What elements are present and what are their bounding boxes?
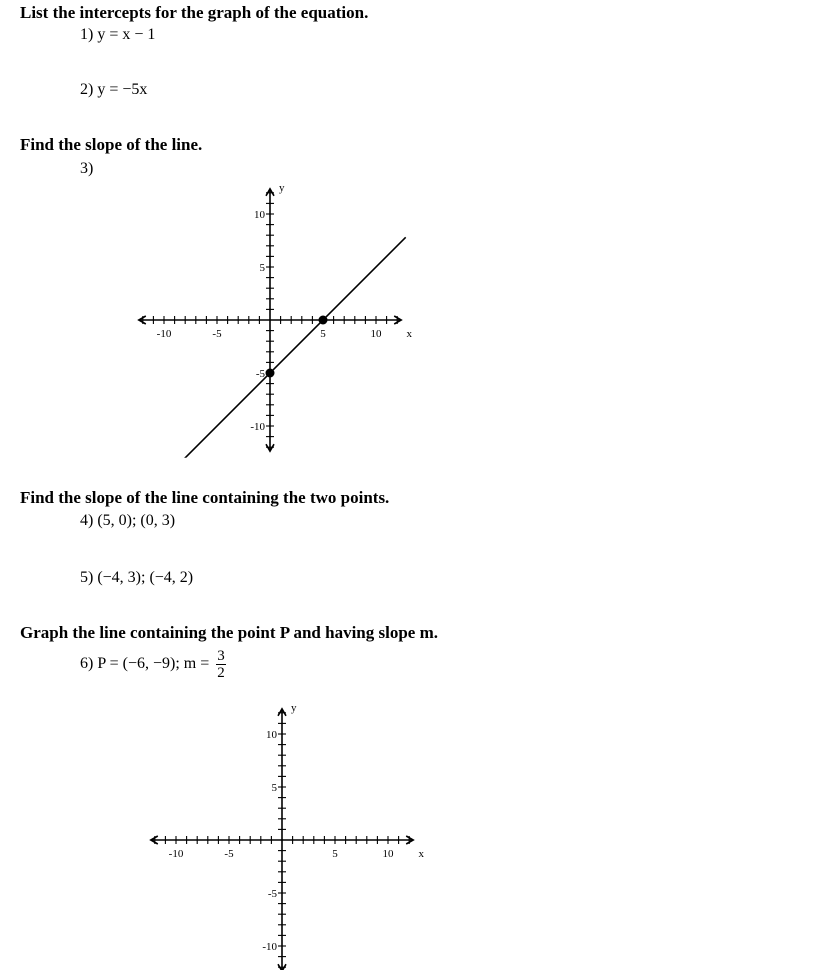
x-tick-label: 5 (320, 328, 326, 340)
problem-expression: (5, 0); (0, 3) (97, 512, 176, 529)
slope-numerator: 3 (217, 648, 225, 664)
problem-number: 2) (80, 81, 94, 98)
x-tick-label: -5 (212, 328, 222, 340)
section-heading-slope: Find the slope of the line. (20, 135, 203, 154)
y-tick-label: 5 (271, 782, 277, 794)
section-heading-two-points: Find the slope of the line containing the two points. (20, 488, 390, 507)
problem-expression: P = (−6, −9); m = (97, 655, 210, 673)
x-tick-label: -10 (156, 328, 172, 340)
x-axis-label: x (418, 848, 424, 860)
problem-expression: y = −5x (97, 81, 148, 98)
x-tick-label: 10 (382, 848, 394, 860)
problem-number: 1) (80, 26, 94, 43)
problem-number: 4) (80, 512, 94, 529)
section-heading-intercepts: List the intercepts for the graph of the equation. (20, 3, 369, 22)
slope-denominator: 2 (217, 665, 225, 681)
y-tick-label: -10 (250, 421, 265, 433)
y-tick-label: -10 (262, 941, 277, 953)
problem-number: 3) (80, 160, 94, 177)
problem-expression: (−4, 3); (−4, 2) (97, 569, 194, 586)
section-heading-graph-line: Graph the line containing the point P and having slope m. (20, 623, 438, 642)
x-tick-label: -10 (168, 848, 184, 860)
y-tick-label: 5 (259, 262, 265, 274)
x-tick-label: -5 (224, 848, 234, 860)
y-tick-label: -5 (267, 888, 277, 900)
problem-number: 6) (80, 655, 94, 673)
problem-expression: y = x − 1 (97, 26, 156, 43)
x-tick-label: 10 (370, 328, 382, 340)
y-axis-label: y (291, 701, 297, 714)
y-tick-label: 10 (254, 209, 265, 221)
y-axis-label: y (279, 181, 285, 194)
y-tick-label: 10 (266, 729, 277, 741)
problem-number: 5) (80, 569, 94, 586)
x-tick-label: 5 (332, 848, 338, 860)
x-axis-label: x (406, 328, 412, 340)
y-tick-label: -5 (255, 368, 265, 380)
